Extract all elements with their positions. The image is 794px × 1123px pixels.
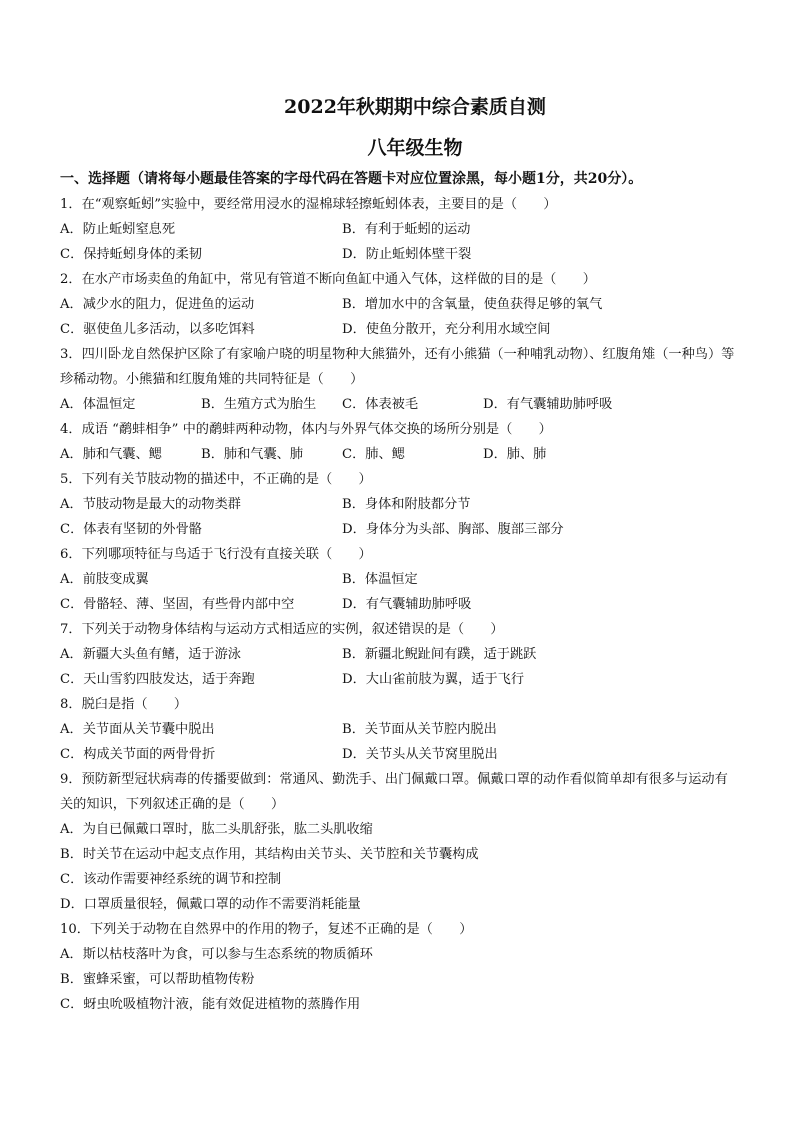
question-stem: 4．成语 “鹬蚌相争” 中的鹬蚌两种动物，体内与外界气体交换的场所分别是（ ） — [60, 422, 552, 437]
option-a: A．减少水的阻力，促进鱼的运动 — [60, 297, 255, 312]
option-c: C．体表有坚韧的外骨骼 — [60, 522, 202, 537]
question-5 — [60, 467, 740, 542]
question-8 — [60, 692, 740, 767]
option-a: A．关节面从关节囊中脱出 — [60, 722, 215, 737]
question-7 — [60, 617, 740, 692]
exam-subtitle: 八年级生物 — [367, 137, 463, 159]
option-d: D．大山雀前肢为翼，适于飞行 — [342, 672, 525, 687]
option-row — [60, 517, 740, 542]
option-row — [60, 642, 740, 667]
question-4 — [60, 417, 740, 467]
question-stem: 8．脱臼是指（ ） — [60, 697, 188, 712]
option-b: B．时关节在运动中起支点作用，其结构由关节头、关节腔和关节囊构成 — [60, 847, 479, 862]
option-d: D．防止蚯蚓体壁干裂 — [342, 247, 472, 262]
option-b: B．蜜蜂采蜜，可以帮助植物传粉 — [60, 972, 255, 987]
option-a: A．斯以枯枝落叶为食，可以参与生态系统的物质循环 — [60, 947, 373, 962]
option-b: B．生殖方式为胎生 — [201, 397, 317, 412]
option-c: C．肺、鳃 — [342, 447, 405, 462]
option-b: B．体温恒定 — [342, 572, 418, 587]
option-row — [60, 592, 740, 617]
question-stem: 10．下列关于动物在自然界中的作用的物子，复述不正确的是（ ） — [60, 922, 473, 937]
option-c: C．天山雪豹四肢发达，适于奔跑 — [60, 672, 255, 687]
question-6 — [60, 542, 740, 617]
question-stem: 9．预防新型冠状病毒的传播要做到：常通风、勤洗手、出门佩戴口罩。佩戴口罩的动作看似简单却有很多与运动有关的知识，下列叙述正确的是（ ） — [60, 772, 728, 812]
option-row — [60, 742, 740, 767]
question-stem: 3．四川卧龙自然保护区除了有家喻户晓的明星物种大熊猫外，还有小熊猫（一种哺乳动物）、红腹角雉（一种鸟）等珍稀动物。小熊猫和红腹角雉的共同特征是（ ） — [60, 347, 735, 387]
option-row — [60, 217, 740, 242]
option-c: C．骨骼轻、薄、坚固，有些骨内部中空 — [60, 597, 295, 612]
option-row — [60, 242, 740, 267]
option-row — [60, 567, 740, 592]
option-c: C．体表被毛 — [342, 397, 419, 412]
option-a: A．为自已佩戴口罩时，肱二头肌舒张，肱二头肌收缩 — [60, 822, 373, 837]
option-row — [60, 392, 740, 417]
exam-title: 2022年秋期期中综合素质自测 — [284, 96, 546, 118]
option-d: D．有气囊辅助肺呼吸 — [483, 397, 613, 412]
option-row — [60, 442, 740, 467]
option-a: A．前肢变成翼 — [60, 572, 149, 587]
option-row — [60, 492, 740, 517]
option-d: D．口罩质量很轻，佩戴口罩的动作不需要消耗能量 — [60, 897, 361, 912]
question-stem: 1．在“观察蚯蚓”实验中，要经常用浸水的湿棉球轻擦蚯蚓体表，主要目的是（ ） — [60, 197, 557, 212]
option-b: B．关节面从关节腔内脱出 — [342, 722, 497, 737]
question-3 — [60, 342, 740, 417]
option-c: C．该动作需要神经系统的调节和控制 — [60, 872, 282, 887]
option-a: A．肺和气囊、鳃 — [60, 447, 162, 462]
option-c: C．构成关节面的两骨骨折 — [60, 747, 216, 762]
option-row — [60, 317, 740, 342]
question-stem: 5．下列有关节肢动物的描述中，不正确的是（ ） — [60, 472, 372, 487]
option-d: D．使鱼分散开，充分利用水域空间 — [342, 322, 551, 337]
question-10 — [60, 917, 740, 1017]
question-2 — [60, 267, 740, 342]
option-c: C．驱使鱼儿多活动，以多吃饵料 — [60, 322, 255, 337]
option-d: D．身体分为头部、胸部、腹部三部分 — [342, 522, 564, 537]
option-b: B．肺和气囊、肺 — [201, 447, 304, 462]
question-stem: 6．下列哪项特征与鸟适于飞行没有直接关联（ ） — [60, 547, 372, 562]
option-c: C．蚜虫吮吸植物汁液，能有效促进植物的蒸腾作用 — [60, 997, 361, 1012]
option-b: B．新疆北鲵趾间有蹼，适于跳跃 — [342, 647, 537, 662]
option-d: D．关节头从关节窝里脱出 — [342, 747, 498, 762]
option-row — [60, 292, 740, 317]
option-d: D．有气囊辅助肺呼吸 — [342, 597, 472, 612]
question-stem: 2．在水产市场卖鱼的角缸中，常见有管道不断向鱼缸中通入气体，这样做的目的是（ ） — [60, 272, 596, 287]
option-b: B．增加水中的含氧量，使鱼获得足够的氧气 — [342, 297, 603, 312]
option-c: C．保持蚯蚓身体的柔韧 — [60, 247, 202, 262]
option-a: A．节肢动物是最大的动物类群 — [60, 497, 241, 512]
option-a: A．体温恒定 — [60, 397, 136, 412]
option-row — [60, 717, 740, 742]
option-b: B．身体和附肢都分节 — [342, 497, 471, 512]
option-d: D．肺、肺 — [483, 447, 547, 462]
option-a: A．新疆大头鱼有鳍，适于游泳 — [60, 647, 241, 662]
question-stem: 7．下列关于动物身体结构与运动方式相适应的实例，叙述错误的是（ ） — [60, 622, 504, 637]
section-heading: 一、选择题（请将每小题最佳答案的字母代码在答题卡对应位置涂黑，每小题1分，共20分）。 — [60, 171, 643, 187]
option-a: A．防止蚯蚓窒息死 — [60, 222, 176, 237]
option-b: B．有利于蚯蚓的运动 — [342, 222, 471, 237]
question-9 — [60, 767, 740, 917]
exam-page — [60, 92, 740, 1017]
option-row — [60, 667, 740, 692]
question-1 — [60, 192, 740, 267]
